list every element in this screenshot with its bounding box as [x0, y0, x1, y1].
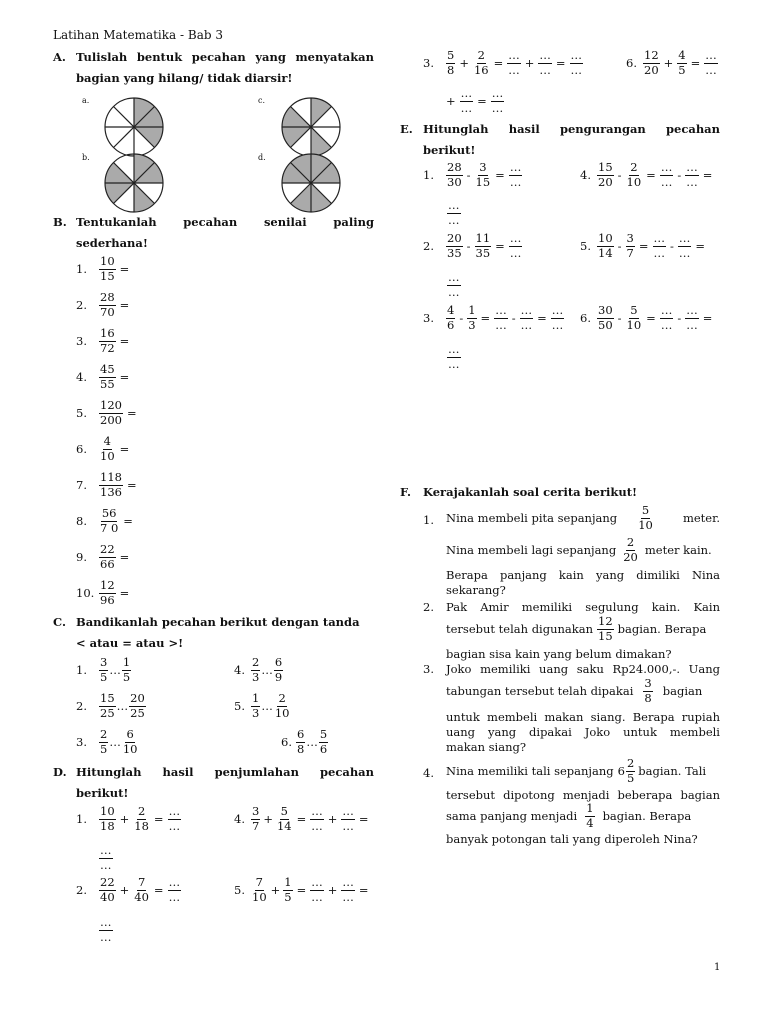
- b-item-1: 1. $\frac{10}{15}$ =: [76, 254, 130, 283]
- e-item-6: 6. $\frac{30}{50}$ - $\frac{5}{10}$ = $\frac{\dots}{\dots}$ - $\frac{\dots}{\dots}$ =: [580, 303, 713, 332]
- section-f-heading: Kerajakanlah soal cerita berikut!: [423, 485, 638, 499]
- f-q3-line3: untuk membeli makan siang. Berapa rupiah: [446, 710, 720, 724]
- section-a-line2: bagian yang hilang/ tidak diarsir!: [76, 71, 293, 85]
- f-q2-line3: bagian sisa kain yang belum dimakan?: [446, 647, 672, 661]
- e-result-3: $\frac{\dots}{\dots}$: [448, 342, 460, 371]
- d-item-3: 3. $\frac{5}{8}$ + $\frac{2}{16}$ = $\frac{\dots}{\dots}$ + $\frac{\dots}{\dots}$ = $\frac{\dots}{\dots}$: [423, 48, 583, 77]
- e-item-4: 4. $\frac{15}{20}$ - $\frac{2}{10}$ = $\frac{\dots}{\dots}$ - $\frac{\dots}{\dots}$ =: [580, 160, 713, 189]
- e-result-2: $\frac{\dots}{\dots}$: [448, 270, 460, 299]
- f-q4-line2: tersebut dipotong menjadi beberapa bagian: [446, 788, 720, 802]
- b-item-8: 8. $\frac{56}{7 0}$ =: [76, 506, 133, 535]
- d-item-2-result: $\frac{\dots}{\dots}$: [100, 915, 112, 944]
- f-q4-line4: banyak potongan tali yang diperoleh Nina?: [446, 832, 698, 846]
- section-e-line1: Hitunglah hasil pengurangan pecahan: [423, 122, 720, 136]
- b-item-7: 7. $\frac{118}{136}$ =: [76, 470, 137, 499]
- page-number: 1: [714, 962, 721, 973]
- fraction-circle-d: [280, 152, 342, 214]
- section-c-line2: < atau = atau >!: [76, 636, 184, 650]
- f-q3-line4: uang yang dipakai Joko untuk membeli: [446, 725, 720, 739]
- e-item-1: 1. $\frac{28}{30}$ - $\frac{3}{15}$ = $\frac{\dots}{\dots}$: [423, 160, 522, 189]
- d-item-6: 6. $\frac{12}{20}$ + $\frac{4}{5}$ = $\frac{\dots}{\dots}$: [626, 48, 717, 77]
- page-title: Latihan Matematika - Bab 3: [53, 28, 223, 42]
- f-q4-number: 4.: [423, 766, 434, 780]
- section-e-line2: berikut!: [423, 143, 476, 157]
- b-item-10: 10. $\frac{12}{96}$ =: [76, 578, 130, 607]
- d-item-4: 4. $\frac{3}{7}$ + $\frac{5}{14}$ = $\frac{\dots}{\dots}$ + $\frac{\dots}{\dots}$ =: [234, 804, 369, 833]
- section-e-letter: E.: [400, 122, 413, 136]
- b-item-2: 2. $\frac{28}{70}$ =: [76, 290, 130, 319]
- section-d-letter: D.: [53, 765, 67, 779]
- e-item-3: 3. $\frac{4}{6}$ - $\frac{1}{3}$ = $\frac{\dots}{\dots}$ - $\frac{\dots}{\dots}$ = $\frac{\dots}{\dots}$: [423, 303, 564, 332]
- f-q1-line1: Nina membeli pita sepanjang $\frac{5}{10}$ meter.: [446, 503, 720, 532]
- f-q1-line4: sekarang?: [446, 583, 506, 597]
- f-q3-line5: makan siang?: [446, 740, 527, 754]
- section-b-letter: B.: [53, 215, 67, 229]
- f-q2-line2: tersebut telah digunakan $\frac{12}{15}$ bagian. Berapa: [446, 614, 707, 643]
- f-q4-line1: Nina memiliki tali sepanjang 6 $\frac{2}{5}$ bagian. Tali: [446, 756, 707, 785]
- e-result-1: $\frac{\dots}{\dots}$: [448, 198, 460, 227]
- f-q1-line3: Berapa panjang kain yang dimiliki Nina: [446, 568, 720, 582]
- b-item-9: 9. $\frac{22}{66}$ =: [76, 542, 130, 571]
- circle-label-c: c.: [258, 96, 266, 105]
- section-c-line1: Bandikanlah pecahan berikut dengan tanda: [76, 615, 360, 629]
- f-q1-number: 1.: [423, 513, 434, 527]
- f-q3-number: 3.: [423, 662, 434, 676]
- c-item-2: 2. $\frac{15}{25}$ … $\frac{20}{25}$: [76, 691, 145, 720]
- c-item-1: 1. $\frac{3}{5}$ … $\frac{1}{5}$: [76, 655, 131, 684]
- b-item-4: 4. $\frac{45}{55}$ =: [76, 362, 130, 391]
- section-a-line1: Tulislah bentuk pecahan yang menyatakan: [76, 50, 374, 64]
- d-item-3-cont: + $\frac{\dots}{\dots}$ = $\frac{\dots}{\dots}$: [446, 86, 504, 115]
- d-item-1: 1. $\frac{10}{18}$ + $\frac{2}{18}$ = $\frac{\dots}{\dots}$: [76, 804, 181, 833]
- d-item-5: 5. $\frac{7}{10}$ + $\frac{1}{5}$ = $\frac{\dots}{\dots}$ + $\frac{\dots}{\dots}$ =: [234, 875, 369, 904]
- f-q3-line1: Joko memiliki uang saku Rp24.000,-. Uang: [446, 662, 720, 676]
- section-b-line1: Tentukanlah pecahan senilai paling: [76, 215, 374, 229]
- d-item-1-result: $\frac{\dots}{\dots}$: [100, 843, 112, 872]
- fraction-circle-b: [103, 152, 165, 214]
- circle-label-b: b.: [82, 153, 90, 162]
- f-q2-line1: Pak Amir memiliki segulung kain. Kain: [446, 600, 720, 614]
- f-q1-line2: Nina membeli lagi sepanjang $\frac{2}{20}$ meter kain.: [446, 535, 712, 564]
- f-q3-line2: tabungan tersebut telah dipakai $\frac{3}{8}$ bagian: [446, 676, 703, 705]
- section-b-line2: sederhana!: [76, 236, 148, 250]
- section-a-letter: A.: [53, 50, 66, 64]
- e-item-2: 2. $\frac{20}{35}$ - $\frac{11}{35}$ = $\frac{\dots}{\dots}$: [423, 231, 522, 260]
- c-item-6: 6. $\frac{6}{8}$ … $\frac{5}{6}$: [281, 727, 328, 756]
- section-d-line2: berikut!: [76, 786, 129, 800]
- b-item-6: 6. $\frac{4}{10}$ =: [76, 434, 130, 463]
- fraction-circle-a: [103, 96, 165, 158]
- fraction-circle-c: [280, 96, 342, 158]
- b-item-3: 3. $\frac{16}{72}$ =: [76, 326, 130, 355]
- e-item-5: 5. $\frac{10}{14}$ - $\frac{3}{7}$ = $\frac{\dots}{\dots}$ - $\frac{\dots}{\dots}$ =: [580, 231, 706, 260]
- b-item-5: 5. $\frac{120}{200}$ =: [76, 398, 137, 427]
- circle-label-d: d.: [258, 153, 266, 162]
- section-c-letter: C.: [53, 615, 66, 629]
- f-q4-line3: sama panjang menjadi $\frac{1}{4}$ bagian. Berapa: [446, 801, 692, 830]
- c-item-5: 5. $\frac{1}{3}$ … $\frac{2}{10}$: [234, 691, 290, 720]
- c-item-4: 4. $\frac{2}{3}$ … $\frac{6}{9}$: [234, 655, 283, 684]
- d-item-2: 2. $\frac{22}{40}$ + $\frac{7}{40}$ = $\frac{\dots}{\dots}$: [76, 875, 181, 904]
- circle-label-a: a.: [82, 96, 90, 105]
- f-q2-number: 2.: [423, 600, 434, 614]
- section-f-letter: F.: [400, 485, 412, 499]
- section-d-line1: Hitunglah hasil penjumlahan pecahan: [76, 765, 374, 779]
- c-item-3: 3. $\frac{2}{5}$ … $\frac{6}{10}$: [76, 727, 138, 756]
